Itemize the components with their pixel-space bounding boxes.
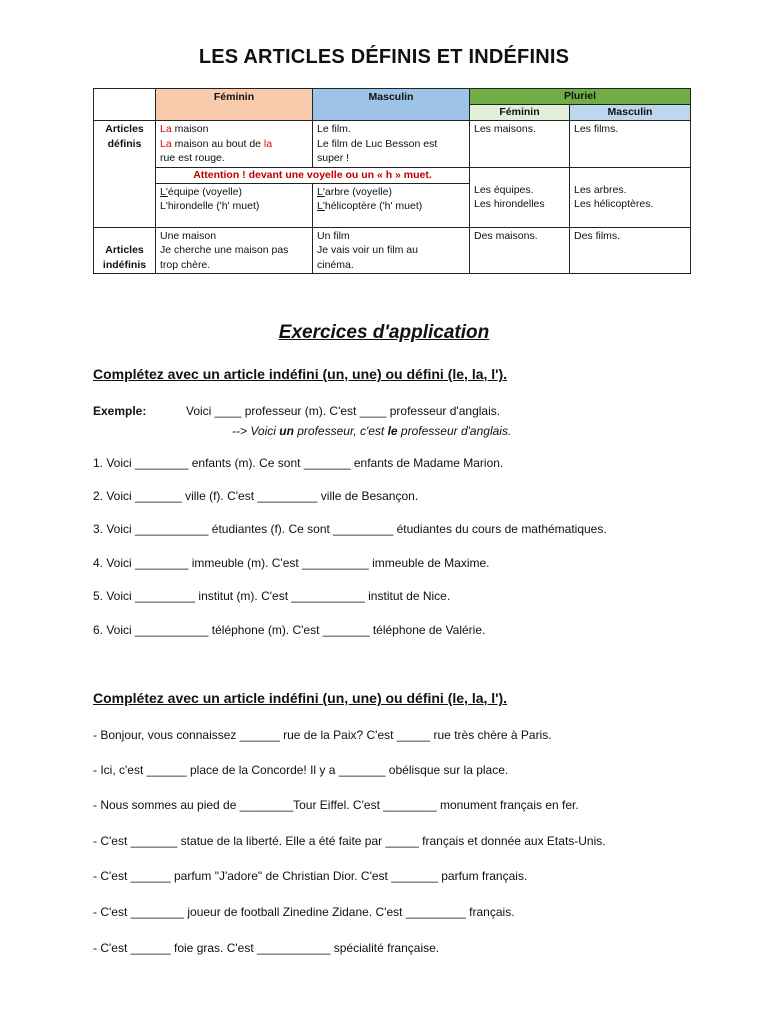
exercise2-item-7: - C'est ______ foie gras. C'est ___________ spécialité française. (93, 941, 440, 955)
cell-indefinis-pluriel-masculin: Des films. (570, 227, 691, 274)
exercise1-item-3: 3. Voici ___________ étudiantes (f). Ce sont _________ étudiantes du cours de mathématiques. (93, 522, 607, 536)
cell-elision-masculin: L'arbre (voyelle) L'hélicoptère ('h' muet) (313, 183, 470, 227)
exercise1-item-4: 4. Voici ________ immeuble (m). C'est __________ immeuble de Maxime. (93, 556, 490, 570)
row-label-definis: Articles définis (94, 121, 156, 228)
example-sentence: Voici ____ professeur (m). C'est ____ professeur d'anglais. (186, 404, 501, 418)
articles-table (93, 88, 691, 274)
exercise2-item-1: - Bonjour, vous connaissez ______ rue de la Paix? C'est _____ rue très chère à Paris. (93, 728, 552, 742)
exercise2-item-5: - C'est ______ parfum "J'adore" de Christian Dior. C'est _______ parfum français. (93, 869, 528, 883)
cell-definis-masculin: Le film. Le film de Luc Besson est super ! (313, 121, 470, 168)
example-answer: --> Voici un professeur, c'est le professeur d'anglais. (232, 424, 512, 438)
cell-indefinis-masculin: Un film Je vais voir un film au cinéma. (313, 227, 470, 274)
page-title: LES ARTICLES DÉFINIS ET INDÉFINIS (198, 46, 570, 68)
exercise2-item-3: - Nous sommes au pied de ________Tour Eiffel. C'est ________ monument français en fer. (93, 798, 579, 812)
cell-elision-pluriel-feminin: Les équipes. Les hirondelles (470, 167, 570, 227)
header-masculin: Masculin (313, 89, 470, 121)
attention-note: Attention ! devant une voyelle ou un « h » muet. (156, 167, 470, 183)
exercise1-item-2: 2. Voici _______ ville (f). C'est _________ ville de Besançon. (93, 489, 419, 503)
cell-definis-pluriel-feminin: Les maisons. (470, 121, 570, 168)
header-pluriel-feminin: Féminin (470, 105, 570, 121)
exercise1-item-6: 6. Voici ___________ téléphone (m). C'est _______ téléphone de Valérie. (93, 623, 486, 637)
section2-instruction: Complétez avec un article indéfini (un, une) ou défini (le, la, l'). (93, 690, 508, 706)
cell-definis-pluriel-masculin: Les films. (570, 121, 691, 168)
example-label: Exemple: (93, 404, 147, 418)
row-label-indefinis: Articles indéfinis (94, 227, 156, 274)
exercise1-item-5: 5. Voici _________ institut (m). C'est ___________ institut de Nice. (93, 589, 451, 603)
table-corner-cell (94, 89, 156, 121)
exercise1-item-1: 1. Voici ________ enfants (m). Ce sont _______ enfants de Madame Marion. (93, 456, 504, 470)
exercise2-item-6: - C'est ________ joueur de football Zinedine Zidane. C'est _________ français. (93, 905, 515, 919)
header-pluriel-masculin: Masculin (570, 105, 691, 121)
header-feminin: Féminin (156, 89, 313, 121)
cell-indefinis-feminin: Une maison Je cherche une maison pas trop chère. (156, 227, 313, 274)
cell-elision-feminin: L'équipe (voyelle) L'hirondelle ('h' muet) (156, 183, 313, 227)
exercises-title: Exercices d'application (278, 322, 490, 343)
cell-indefinis-pluriel-feminin: Des maisons. (470, 227, 570, 274)
cell-elision-pluriel-masculin: Les arbres. Les hélicoptères. (570, 167, 691, 227)
exercise2-item-4: - C'est _______ statue de la liberté. Elle a été faite par _____ français et donnée aux Etats-Unis. (93, 834, 606, 848)
header-pluriel: Pluriel (470, 89, 691, 105)
section1-instruction: Complétez avec un article indéfini (un, une) ou défini (le, la, l'). (93, 366, 508, 382)
cell-definis-feminin: La maison La maison au bout de la rue est rouge. (156, 121, 313, 168)
exercise2-item-2: - Ici, c'est ______ place de la Concorde! Il y a _______ obélisque sur la place. (93, 763, 509, 777)
